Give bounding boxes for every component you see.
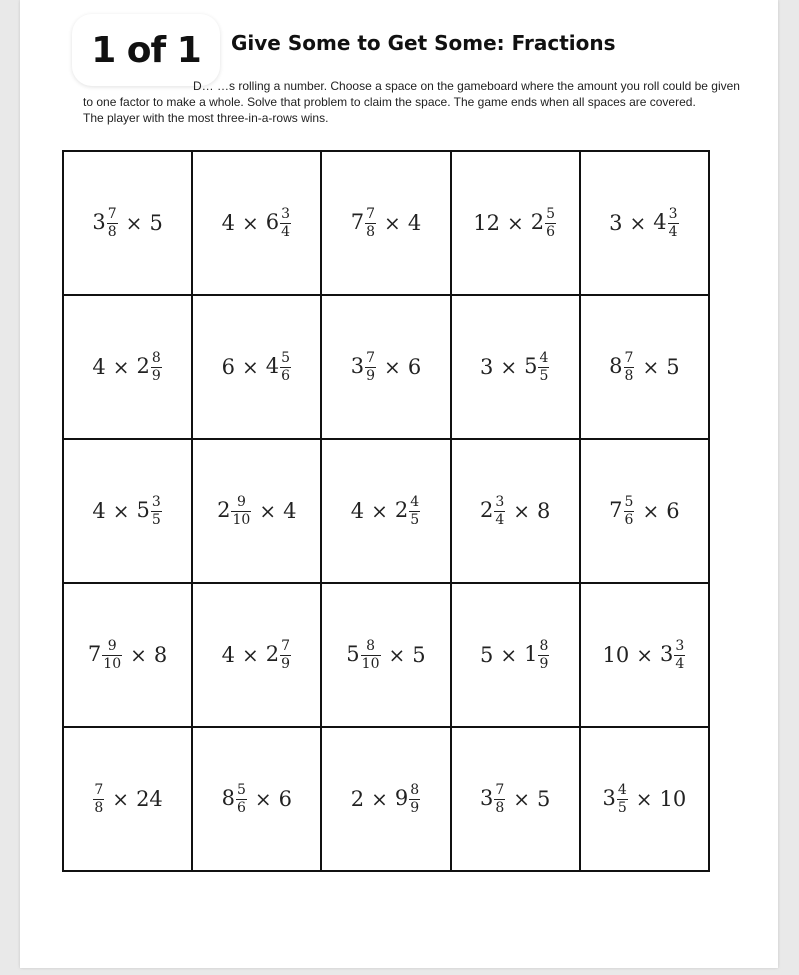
denominator: 8 <box>107 223 117 240</box>
gameboard-space[interactable] <box>321 583 450 727</box>
multiplication-problem <box>351 783 421 816</box>
factor <box>480 495 506 528</box>
numerator: 7 <box>624 349 634 366</box>
multiplication-problem <box>609 351 679 384</box>
denominator: 9 <box>281 655 290 672</box>
factor <box>408 211 421 235</box>
whole-number: 2 <box>265 641 280 666</box>
whole-number: 3 <box>479 785 494 810</box>
factor <box>351 351 377 384</box>
gameboard-space[interactable] <box>63 295 192 439</box>
times-symbol: × <box>388 643 406 667</box>
factor <box>412 643 425 667</box>
multiplication-problem <box>222 351 292 384</box>
denominator: 10 <box>232 511 251 528</box>
whole-number: 6 <box>666 499 680 523</box>
whole-number: 6 <box>221 355 235 379</box>
gameboard <box>62 150 710 872</box>
numerator: 5 <box>236 781 246 798</box>
fraction <box>365 351 376 384</box>
whole-number: 10 <box>602 643 630 667</box>
whole-number: 5 <box>412 643 426 667</box>
multiplication-problem <box>602 783 686 816</box>
denominator: 5 <box>617 799 627 816</box>
whole-number: 5 <box>524 353 538 378</box>
fraction <box>102 639 122 672</box>
times-symbol: × <box>241 355 259 379</box>
fraction <box>668 207 679 240</box>
multiplication-problem <box>473 207 557 240</box>
whole-number: 4 <box>92 355 106 379</box>
numerator: 8 <box>151 349 161 366</box>
whole-number: 3 <box>92 209 106 234</box>
gameboard-space[interactable] <box>321 151 450 295</box>
gameboard-row <box>63 439 709 583</box>
gameboard-space[interactable] <box>580 151 709 295</box>
gameboard-space[interactable] <box>451 439 580 583</box>
fraction <box>545 207 556 240</box>
whole-number: 6 <box>407 355 422 379</box>
times-symbol: × <box>513 499 530 523</box>
factor <box>524 351 550 384</box>
fraction <box>494 495 505 528</box>
fraction <box>280 639 291 672</box>
times-symbol: × <box>635 787 653 811</box>
factor <box>602 783 628 816</box>
denominator: 4 <box>495 511 505 528</box>
fraction <box>624 495 635 528</box>
numerator: 4 <box>410 493 420 510</box>
factor <box>137 351 163 384</box>
numerator: 8 <box>366 637 376 654</box>
whole-number: 4 <box>407 211 422 235</box>
factor <box>537 787 550 811</box>
times-symbol: × <box>506 211 524 235</box>
gameboard-space[interactable] <box>192 439 321 583</box>
factor <box>92 207 118 240</box>
whole-number: 2 <box>479 497 494 522</box>
whole-number: 4 <box>653 209 667 234</box>
gameboard-space[interactable] <box>451 151 580 295</box>
numerator: 5 <box>624 493 634 510</box>
multiplication-problem <box>351 495 421 528</box>
factor <box>92 499 105 523</box>
fraction <box>617 783 628 816</box>
whole-number: 7 <box>609 497 623 522</box>
numerator: 5 <box>281 349 290 366</box>
gameboard-space[interactable] <box>451 583 580 727</box>
multiplication-problem <box>346 639 425 672</box>
gameboard-space[interactable] <box>192 727 321 871</box>
gameboard-space[interactable] <box>580 727 709 871</box>
whole-number: 5 <box>149 211 163 235</box>
page-indicator: 1 of 1 <box>72 14 220 86</box>
factor <box>266 207 292 240</box>
gameboard-row <box>63 727 709 871</box>
numerator: 3 <box>281 205 290 222</box>
whole-number: 8 <box>609 353 623 378</box>
whole-number: 6 <box>278 787 292 811</box>
fraction <box>538 639 549 672</box>
whole-number: 4 <box>92 499 106 523</box>
multiplication-problem <box>480 783 550 816</box>
numerator: 8 <box>539 637 549 654</box>
factor <box>222 783 248 816</box>
times-symbol: × <box>254 787 272 811</box>
factor <box>92 783 105 816</box>
gameboard-row <box>63 295 709 439</box>
numerator: 7 <box>281 637 290 654</box>
gameboard-space[interactable] <box>192 583 321 727</box>
numerator: 3 <box>675 637 685 654</box>
whole-number: 2 <box>350 787 365 811</box>
denominator: 6 <box>236 799 246 816</box>
multiplication-problem <box>602 639 686 672</box>
factor <box>149 211 162 235</box>
factor <box>222 643 235 667</box>
whole-number: 24 <box>136 787 163 811</box>
factor <box>609 211 622 235</box>
fraction <box>280 351 291 384</box>
factor <box>609 351 635 384</box>
times-symbol: × <box>642 355 660 379</box>
denominator: 8 <box>495 799 505 816</box>
fraction <box>409 783 420 816</box>
whole-number: 3 <box>659 641 674 666</box>
factor <box>660 787 687 811</box>
factor <box>480 355 493 379</box>
multiplication-problem <box>92 783 162 816</box>
factor <box>279 787 292 811</box>
factor <box>660 639 686 672</box>
denominator: 8 <box>366 223 376 240</box>
whole-number: 5 <box>479 643 494 667</box>
whole-number: 8 <box>221 785 235 810</box>
times-symbol: × <box>241 643 259 667</box>
fraction <box>107 207 118 240</box>
whole-number: 2 <box>217 497 231 522</box>
denominator: 9 <box>366 367 376 384</box>
times-symbol: × <box>112 355 130 379</box>
fraction <box>236 783 247 816</box>
factor <box>524 639 550 672</box>
factor <box>531 207 557 240</box>
times-symbol: × <box>384 355 401 379</box>
times-symbol: × <box>371 499 388 523</box>
gameboard-space[interactable] <box>63 727 192 871</box>
denominator: 6 <box>624 511 634 528</box>
whole-number: 5 <box>666 355 680 379</box>
whole-number: 3 <box>350 353 365 378</box>
factor <box>666 499 679 523</box>
whole-number: 2 <box>530 209 545 234</box>
fraction <box>151 351 162 384</box>
whole-number: 2 <box>394 497 409 522</box>
denominator: 8 <box>624 367 634 384</box>
whole-number: 3 <box>609 211 623 235</box>
denominator: 4 <box>675 655 685 672</box>
fraction <box>494 783 505 816</box>
gameboard-space[interactable] <box>192 151 321 295</box>
whole-number: 2 <box>136 353 150 378</box>
factor <box>88 639 123 672</box>
times-symbol: × <box>636 643 653 667</box>
whole-number: 5 <box>346 641 360 666</box>
whole-number: 12 <box>473 211 500 235</box>
factor <box>266 639 292 672</box>
multiplication-problem <box>92 207 162 240</box>
denominator: 5 <box>539 367 549 384</box>
factor <box>609 495 635 528</box>
multiplication-problem <box>92 495 162 528</box>
factor <box>351 499 364 523</box>
numerator: 7 <box>107 205 117 222</box>
times-symbol: × <box>259 499 277 523</box>
gameboard-space[interactable] <box>192 295 321 439</box>
factor <box>395 495 421 528</box>
gameboard-space[interactable] <box>580 583 709 727</box>
whole-number: 5 <box>537 787 551 811</box>
factor <box>653 207 679 240</box>
denominator: 5 <box>410 511 420 528</box>
gameboard-space[interactable] <box>580 439 709 583</box>
numerator: 9 <box>236 493 246 510</box>
multiplication-problem <box>609 207 679 240</box>
fraction <box>624 351 635 384</box>
denominator: 4 <box>281 223 290 240</box>
factor <box>408 355 421 379</box>
factor <box>217 495 252 528</box>
factor <box>136 787 163 811</box>
whole-number: 8 <box>537 499 551 523</box>
whole-number: 4 <box>221 643 235 667</box>
factor <box>222 211 235 235</box>
times-symbol: × <box>112 499 130 523</box>
denominator: 5 <box>151 511 161 528</box>
multiplication-problem <box>351 207 421 240</box>
denominator: 9 <box>410 799 420 816</box>
times-symbol: × <box>371 787 388 811</box>
fraction <box>151 495 162 528</box>
times-symbol: × <box>241 211 259 235</box>
whole-number: 6 <box>265 209 280 234</box>
denominator: 6 <box>281 367 290 384</box>
whole-number: 8 <box>153 643 168 667</box>
times-symbol: × <box>629 211 647 235</box>
numerator: 5 <box>546 205 556 222</box>
denominator: 4 <box>668 223 678 240</box>
directions-text <box>83 78 743 126</box>
gameboard-space[interactable] <box>63 439 192 583</box>
factor <box>154 643 167 667</box>
fraction <box>93 783 104 816</box>
factor <box>480 783 506 816</box>
numerator: 4 <box>617 781 627 798</box>
numerator: 3 <box>151 493 161 510</box>
whole-number: 9 <box>394 785 409 810</box>
factor <box>395 783 421 816</box>
gameboard-space[interactable] <box>321 295 450 439</box>
whole-number: 4 <box>265 353 280 378</box>
multiplication-problem <box>217 495 296 528</box>
whole-number: 7 <box>87 641 102 666</box>
fraction <box>538 351 549 384</box>
multiplication-problem <box>88 639 167 672</box>
directions-line: to one factor to make a whole. Solve that problem to claim the space. The game ends when all spaces are covered. <box>83 95 696 109</box>
denominator: 9 <box>151 367 161 384</box>
multiplication-problem <box>92 351 162 384</box>
denominator: 9 <box>539 655 549 672</box>
times-symbol: × <box>130 643 147 667</box>
directions-line: D… …s rolling a number. Choose a space on the gameboard where the amount you roll could be given <box>193 79 740 93</box>
directions-line: The player with the most three-in-a-rows wins. <box>83 111 329 125</box>
gameboard-space[interactable] <box>63 151 192 295</box>
fraction <box>674 639 685 672</box>
times-symbol: × <box>125 211 143 235</box>
whole-number: 5 <box>136 497 150 522</box>
whole-number: 3 <box>602 785 616 810</box>
gameboard-row <box>63 583 709 727</box>
times-symbol: × <box>384 211 401 235</box>
multiplication-problem <box>222 207 292 240</box>
multiplication-problem <box>222 639 292 672</box>
whole-number: 1 <box>524 641 538 666</box>
factor <box>602 643 629 667</box>
factor <box>266 351 292 384</box>
multiplication-problem <box>351 351 421 384</box>
fraction <box>280 207 291 240</box>
denominator: 10 <box>103 655 122 672</box>
factor <box>137 495 163 528</box>
factor <box>537 499 550 523</box>
gameboard-space[interactable] <box>321 727 450 871</box>
whole-number: 4 <box>350 499 365 523</box>
factor <box>92 355 105 379</box>
gameboard-space[interactable] <box>580 295 709 439</box>
numerator: 8 <box>410 781 420 798</box>
factor <box>473 211 500 235</box>
times-symbol: × <box>500 643 518 667</box>
whole-number: 4 <box>283 499 297 523</box>
whole-number: 7 <box>350 209 365 234</box>
denominator: 6 <box>546 223 556 240</box>
times-symbol: × <box>642 499 660 523</box>
multiplication-problem <box>480 351 550 384</box>
factor <box>480 643 493 667</box>
numerator: 9 <box>107 637 117 654</box>
multiplication-problem <box>222 783 292 816</box>
gameboard-space[interactable] <box>63 583 192 727</box>
numerator: 3 <box>495 493 505 510</box>
numerator: 7 <box>366 349 376 366</box>
multiplication-problem <box>609 495 679 528</box>
gameboard-space[interactable] <box>451 295 580 439</box>
whole-number: 10 <box>659 787 687 811</box>
times-symbol: × <box>513 787 530 811</box>
gameboard-space[interactable] <box>451 727 580 871</box>
numerator: 3 <box>668 205 678 222</box>
factor <box>222 355 235 379</box>
gameboard-row <box>63 151 709 295</box>
whole-number: 4 <box>221 211 235 235</box>
multiplication-problem <box>480 495 550 528</box>
factor <box>283 499 296 523</box>
denominator: 10 <box>361 655 380 672</box>
factor <box>666 355 679 379</box>
times-symbol: × <box>500 355 518 379</box>
numerator: 7 <box>366 205 376 222</box>
fraction <box>365 207 376 240</box>
denominator: 8 <box>94 799 104 816</box>
page-title: Give Some to Get Some: Fractions <box>231 31 616 55</box>
factor <box>346 639 381 672</box>
factor <box>351 787 364 811</box>
numerator: 7 <box>94 781 104 798</box>
numerator: 7 <box>495 781 505 798</box>
numerator: 4 <box>539 349 549 366</box>
gameboard-space[interactable] <box>321 439 450 583</box>
fraction <box>409 495 420 528</box>
times-symbol: × <box>112 787 130 811</box>
fraction <box>361 639 381 672</box>
multiplication-problem <box>480 639 550 672</box>
whole-number: 3 <box>479 355 494 379</box>
fraction <box>231 495 251 528</box>
factor <box>351 207 377 240</box>
